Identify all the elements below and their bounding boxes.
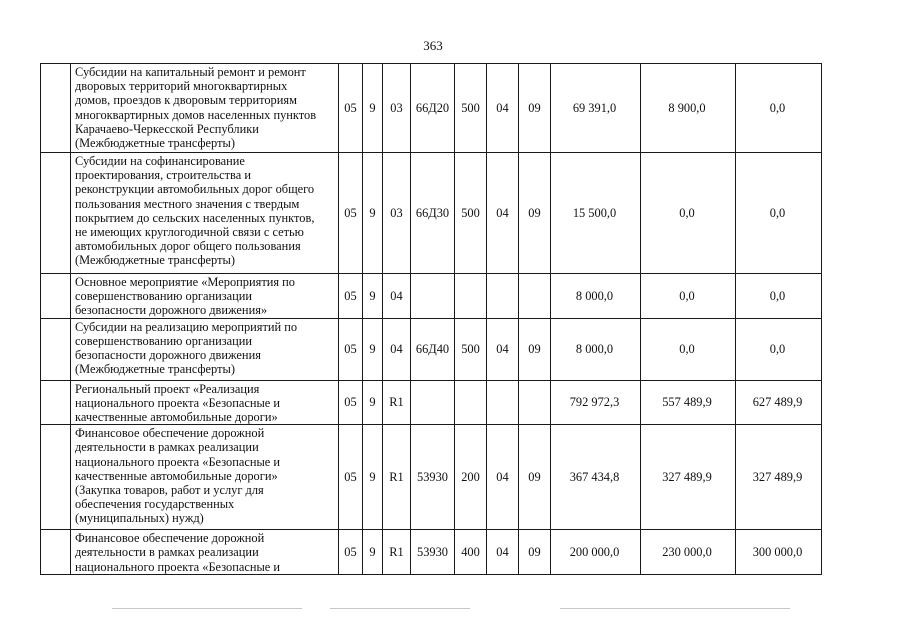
description-line: домов, проездов к дворовым территориям	[75, 93, 297, 108]
description-line: покрытием до сельских населенных пунктов,	[75, 210, 315, 225]
subsection-cell	[519, 380, 551, 425]
table-row	[41, 425, 822, 530]
description-line: Финансовое обеспечение дорожной	[75, 426, 265, 441]
amount-year1-cell: 200 000,0	[551, 530, 641, 575]
table-row	[41, 153, 822, 274]
description-line: Финансовое обеспечение дорожной	[75, 531, 265, 546]
amount-year1-cell: 792 972,3	[551, 380, 641, 425]
program-code-cell: 9	[363, 64, 383, 153]
amount-year1-cell: 8 000,0	[551, 274, 641, 319]
subsection-cell: 09	[519, 64, 551, 153]
table-row	[41, 530, 822, 575]
description-line: национального проекта «Безопасные и	[75, 559, 281, 574]
budget-table	[40, 63, 822, 575]
subsection-cell: 09	[519, 153, 551, 274]
section-cell: 04	[487, 153, 519, 274]
row-number-cell	[41, 380, 71, 425]
description-line: дворовых территорий многоквартирных	[75, 79, 288, 94]
description-line: (Закупка товаров, работ и услуг для	[75, 483, 264, 498]
section-code-cell: 05	[339, 425, 363, 530]
amount-year2-cell: 327 489,9	[641, 425, 736, 530]
amount-year1-cell: 367 434,8	[551, 425, 641, 530]
description-line: качественные автомобильные дороги»	[75, 410, 278, 425]
description-line: деятельности в рамках реализации	[75, 440, 259, 455]
section-cell: 04	[487, 318, 519, 380]
description-line: безопасности дорожного движения»	[75, 303, 268, 318]
amount-year2-cell: 8 900,0	[641, 64, 736, 153]
row-number-cell	[41, 153, 71, 274]
subprogram-code-cell: 04	[383, 274, 411, 319]
description-line: Субсидии на капитальный ремонт и ремонт	[75, 65, 306, 79]
program-code-cell: 9	[363, 380, 383, 425]
target-article-cell: 53930	[411, 530, 455, 575]
program-code-cell: 9	[363, 425, 383, 530]
program-code-cell: 9	[363, 153, 383, 274]
section-code-cell: 05	[339, 380, 363, 425]
amount-year2-cell: 0,0	[641, 153, 736, 274]
description-line: не имеющих круглогодичной связи с сетью	[75, 225, 304, 240]
amount-year1-cell: 15 500,0	[551, 153, 641, 274]
description-cell	[71, 64, 339, 153]
description-line: национального проекта «Безопасные и	[75, 454, 281, 469]
amount-year1-cell: 69 391,0	[551, 64, 641, 153]
description-cell	[71, 530, 339, 575]
description-line: (муниципальных) нужд)	[75, 511, 204, 526]
target-article-cell: 53930	[411, 425, 455, 530]
description-line: обеспечения государственных	[75, 497, 235, 512]
row-number-cell	[41, 64, 71, 153]
description-line: совершенствованию организации	[75, 289, 253, 304]
amount-year2-cell: 557 489,9	[641, 380, 736, 425]
amount-year3-cell: 327 489,9	[736, 425, 822, 530]
table-row	[41, 318, 822, 380]
amount-year1-cell: 8 000,0	[551, 318, 641, 380]
section-cell: 04	[487, 530, 519, 575]
subprogram-code-cell: R1	[383, 530, 411, 575]
expense-type-cell: 500	[455, 153, 487, 274]
table-row	[41, 274, 822, 319]
amount-year2-cell: 0,0	[641, 318, 736, 380]
amount-year2-cell: 230 000,0	[641, 530, 736, 575]
description-line: деятельности в рамках реализации	[75, 545, 259, 560]
description-line: безопасности дорожного движения	[75, 348, 261, 363]
section-cell: 04	[487, 425, 519, 530]
amount-year3-cell: 0,0	[736, 318, 822, 380]
amount-year3-cell: 300 000,0	[736, 530, 822, 575]
section-cell	[487, 380, 519, 425]
amount-year3-cell: 0,0	[736, 153, 822, 274]
subsection-cell: 09	[519, 318, 551, 380]
description-line: Региональный проект «Реализация	[75, 381, 260, 396]
table-row	[41, 380, 822, 425]
subsection-cell	[519, 274, 551, 319]
amount-year3-cell: 0,0	[736, 274, 822, 319]
description-line: проектирования, строительства и	[75, 168, 251, 183]
section-code-cell: 05	[339, 318, 363, 380]
section-code-cell: 05	[339, 64, 363, 153]
row-number-cell	[41, 530, 71, 575]
description-line: реконструкции автомобильных дорог общего	[75, 182, 315, 197]
subprogram-code-cell: 03	[383, 153, 411, 274]
subprogram-code-cell: R1	[383, 425, 411, 530]
description-line: Основное мероприятие «Мероприятия по	[75, 275, 295, 289]
expense-type-cell	[455, 274, 487, 319]
description-cell	[71, 153, 339, 274]
amount-year3-cell: 627 489,9	[736, 380, 822, 425]
subprogram-code-cell: R1	[383, 380, 411, 425]
description-line: многоквартирных домов населенных пунктов	[75, 107, 317, 122]
page-number: 363	[423, 38, 443, 53]
footer-rule	[0, 608, 902, 614]
description-line: национального проекта «Безопасные и	[75, 395, 281, 410]
description-line: (Межбюджетные трансферты)	[75, 136, 235, 151]
program-code-cell: 9	[363, 274, 383, 319]
description-line: качественные автомобильные дороги»	[75, 468, 278, 483]
expense-type-cell: 500	[455, 318, 487, 380]
subsection-cell: 09	[519, 425, 551, 530]
expense-type-cell: 200	[455, 425, 487, 530]
expense-type-cell: 500	[455, 64, 487, 153]
row-number-cell	[41, 318, 71, 380]
amount-year3-cell: 0,0	[736, 64, 822, 153]
target-article-cell: 66Д40	[411, 318, 455, 380]
description-cell	[71, 380, 339, 425]
description-cell	[71, 318, 339, 380]
description-cell	[71, 274, 339, 319]
section-code-cell: 05	[339, 530, 363, 575]
description-line: пользования местного значения с твердым	[75, 196, 300, 211]
row-number-cell	[41, 425, 71, 530]
subprogram-code-cell: 04	[383, 318, 411, 380]
row-number-cell	[41, 274, 71, 319]
description-line: автомобильных дорог общего пользования	[75, 239, 301, 254]
description-line: Карачаево-Черкесской Республики	[75, 121, 259, 136]
program-code-cell: 9	[363, 318, 383, 380]
description-line: (Межбюджетные трансферты)	[75, 253, 235, 268]
target-article-cell: 66Д30	[411, 153, 455, 274]
target-article-cell: 66Д20	[411, 64, 455, 153]
section-code-cell: 05	[339, 153, 363, 274]
target-article-cell	[411, 274, 455, 319]
section-code-cell: 05	[339, 274, 363, 319]
section-cell: 04	[487, 64, 519, 153]
section-cell	[487, 274, 519, 319]
table-body	[41, 64, 822, 575]
expense-type-cell	[455, 380, 487, 425]
program-code-cell: 9	[363, 530, 383, 575]
description-line: Субсидии на софинансирование	[75, 154, 245, 168]
table-row	[41, 64, 822, 153]
description-cell	[71, 425, 339, 530]
description-line: (Межбюджетные трансферты)	[75, 362, 235, 377]
amount-year2-cell: 0,0	[641, 274, 736, 319]
subprogram-code-cell: 03	[383, 64, 411, 153]
subsection-cell: 09	[519, 530, 551, 575]
expense-type-cell: 400	[455, 530, 487, 575]
description-line: совершенствованию организации	[75, 333, 253, 348]
description-line: Субсидии на реализацию мероприятий по	[75, 319, 298, 334]
target-article-cell	[411, 380, 455, 425]
